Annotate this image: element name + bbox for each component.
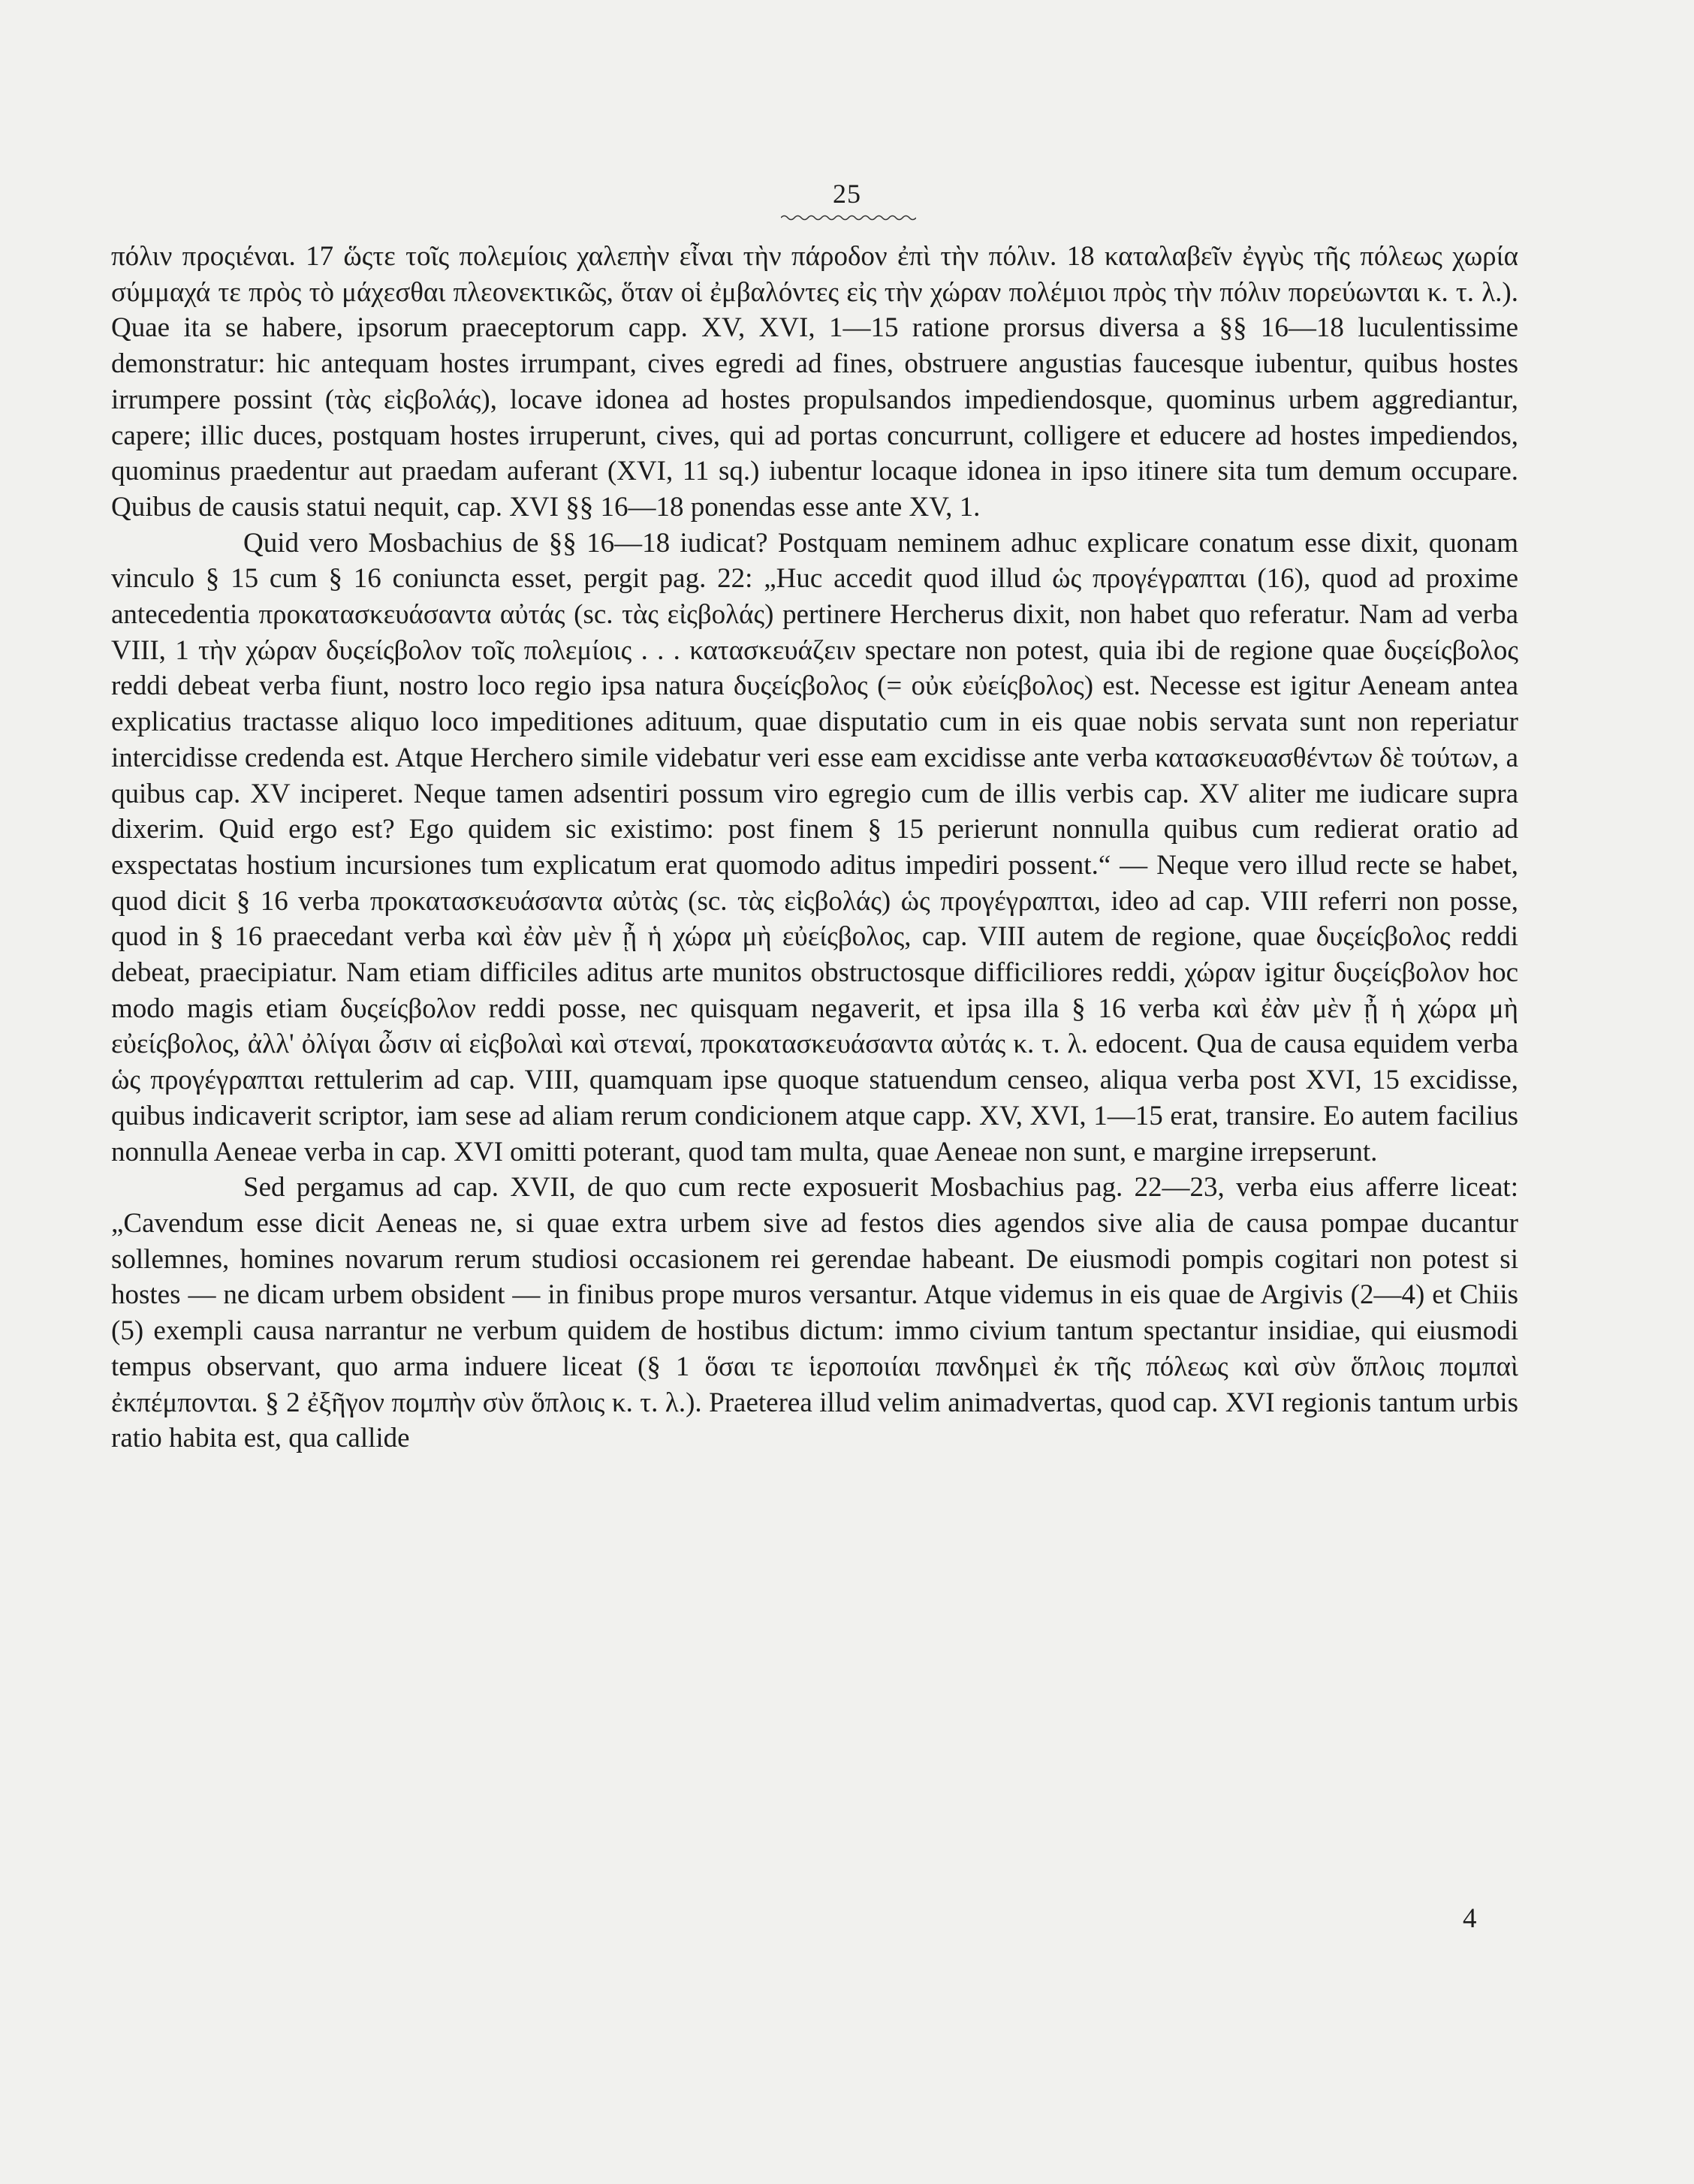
signature-mark: 4 — [1463, 1903, 1477, 1934]
paragraph-1: πόλιν προςιέναι. 17 ὥςτε τοῖς πολεμίοις χαλεπὴν εἶναι τὴν πάροδον ἐπὶ τὴν πόλιν. 18 καταλαβεῖν ἐγγὺς τῆς πόλεως χωρία σύμμαχά τε πρὸς τὸ μάχεσθαι πλεονεκτικῶς, ὅταν οἱ ἐμβαλόντες εἰς τὴν χώραν πολέμιοι πρὸς τὴν πόλιν πορεύωνται κ. τ. λ.). Quae ita se habere, ipsorum praeceptorum capp. XV, XVI, 1—15 ratione prorsus diversa a §§ 16—18 luculentissime demonstratur: hic antequam hostes irrumpant, cives egredi ad fines, obstruere angustias faucesque iubentur, quibus hostes irrumpere possint (τὰς εἰςβολάς), locave idonea ad hostes propulsandos impediendosque, quominus urbem aggrediantur, capere; illic duces, postquam hostes irruperunt, cives, qui ad portas concurrunt, colligere et educere ad hostes impediendos, quominus praedentur aut praedam auferant (XVI, 11 sq.) iubentur locaque idonea in ipso itinere sita tum demum occupare. Quibus de causis statui nequit, cap. XVI §§ 16—18 ponendas esse ante XV, 1. — [111, 241, 1518, 523]
paragraph-3: Sed pergamus ad cap. XVII, de quo cum recte exposuerit Mosbachius pag. 22—23, verba eius afferre liceat: „Cavendum esse dicit Aeneas ne, si quae extra urbem sive ad festos dies agendos sive alia de causa pompae ducantur sollemnes, homines novarum rerum studiosi occasionem rei gerendae habeant. De eiusmodi pompis cogitari non potest si hostes — ne dicam urbem obsident — in finibus prope muros versantur. Atque videmus in eis quae de Argivis (2—4) et Chiis (5) exempli causa narrantur ne verbum quidem de hostibus dictum: immo civium tantum spectantur insidiae, qui eiusmodi tempus observant, quo arma induere liceat (§ 1 ὅσαι τε ἱεροποιίαι πανδημεὶ ἐκ τῆς πόλεως καὶ σὺν ὅπλοις πομπαὶ ἐκπέμπονται. § 2 ἐξῆγον πομπὴν σὺν ὅπλοις κ. τ. λ.). Praeterea illud velim animadvertas, quod cap. XVI regionis tantum urbis ratio habita est, qua callide — [111, 1172, 1518, 1454]
paragraph-2: Quid vero Mosbachius de §§ 16—18 iudicat? Postquam neminem adhuc explicare conatum esse dixit, quonam vinculo § 15 cum § 16 coniuncta esset, pergit pag. 22: „Huc accedit quod illud ὡς προγέγραπται (16), quod ad proxime antecedentia προκατασκευάσαντα αὐτάς (sc. τὰς εἰςβολάς) pertinere Hercherus dixit, non habet quo referatur. Nam ad verba VIII, 1 τὴν χώραν δυςείςβολον τοῖς πολεμίοις . . . κατασκευάζειν spectare non potest, quia ibi de regione quae δυςείςβολος reddi debeat verba fiunt, nostro loco regio ipsa natura δυςείςβολος (= οὐκ εὐείςβολος) est. Necesse est igitur Aeneam antea explicatius tractasse aliquo loco impeditiones adituum, quae disputatio cum in eis quae nobis servata sunt non reperiatur intercidisse credenda est. Atque Herchero simile videbatur veri esse eam excidisse ante verba κατασκευασθέντων δὲ τούτων, a quibus cap. XV inciperet. Neque tamen adsentiri possum viro egregio cum de illis verbis cap. XV aliter me iudicare supra dixerim. Quid ergo est? Ego quidem sic existimo: post finem § 15 perierunt nonnulla quibus cum redierat oratio ad exspectatas hostium incursiones tum explicatum erat quomodo aditus impediri possent.“ — Neque vero illud recte se habet, quod dicit § 16 verba προκατασκευάσαντα αὐτὰς (sc. τὰς εἰςβολάς) ὡς προγέγραπται, ideo ad cap. VIII referri non posse, quod in § 16 praecedant verba καὶ ἐὰν μὲν ᾖ ἡ χώρα μὴ εὐείςβολος, cap. VIII autem de regione, quae δυςείςβολος reddi debeat, praecipiatur. Nam etiam difficiles aditus arte munitos obstructosque difficiliores reddi, χώραν igitur δυςείςβολον hoc modo magis etiam δυςείςβολον reddi posse, nec quisquam negaverit, et ipsa illa § 16 verba καὶ ἐὰν μὲν ᾖ ἡ χώρα μὴ εὐείςβολος, ἀλλ' ὀλίγαι ὦσιν αἱ εἰςβολαὶ καὶ στεναί, προκατασκευάσαντα αὐτάς κ. τ. λ. edocent. Qua de causa equidem verba ὡς προγέγραπται rettulerim ad cap. VIII, quamquam ipse quoque statuendum censeo, aliqua verba post XVI, 15 excidisse, quibus indicaverit scriptor, iam sese ad aliam rerum condicionem atque capp. XV, XVI, 1—15 erat, transire. Eo autem facilius nonnulla Aeneae verba in cap. XVI omitti poterant, quod tam multa, quae Aeneae non sunt, e margine irrepserunt. — [111, 527, 1518, 1167]
body-text — [111, 239, 1518, 1457]
page-number: 25 — [833, 179, 861, 209]
wavy-rule-ornament — [781, 213, 916, 222]
